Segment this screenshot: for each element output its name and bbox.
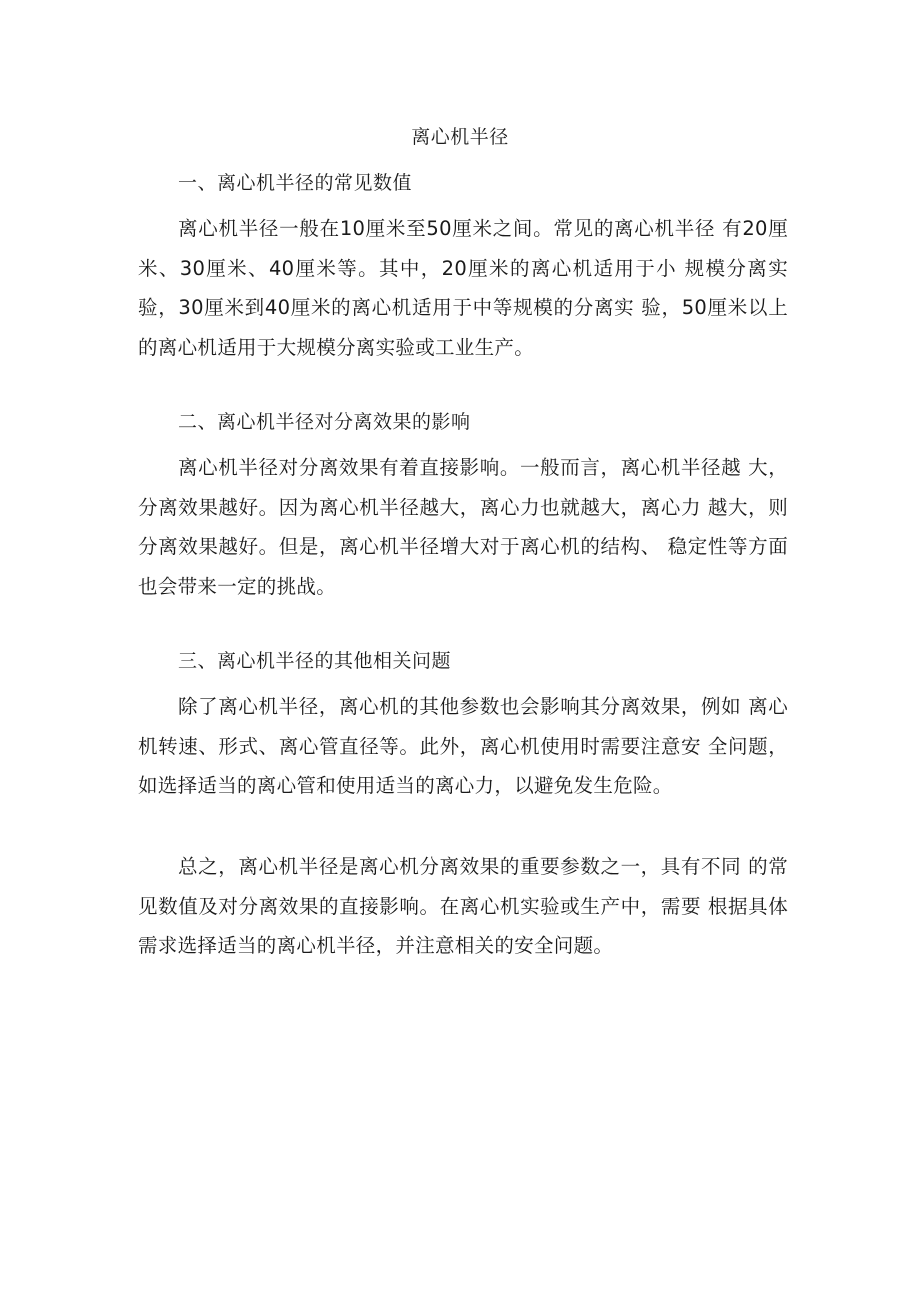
document-title: 离心机半径 [411, 126, 509, 148]
section-heading-separation-effect: 二、离心机半径对分离效果的影响 [178, 411, 471, 433]
section-paragraph-common-values: 离心机半径一般在10厘米至50厘米之间。常见的离心机半径 有20厘米、30厘米、40厘米等。其中，20厘米的离心机适用于小 规模分离实验，30厘米到40厘米的离心机适用于中等规模的分离实 验，50厘米以上的离心机适用于大规模分离实验或工业生产。 [138, 217, 788, 359]
section-paragraph-other-issues: 除了离心机半径，离心机的其他参数也会影响其分离效果，例如 离心机转速、形式、离心管直径等。此外，离心机使用时需要注意安 全问题，如选择适当的离心管和使用适当的离心力，以避免发生危险。 [138, 695, 788, 797]
section-paragraph-separation-effect: 离心机半径对分离效果有着直接影响。一般而言，离心机半径越 大，分离效果越好。因为离心机半径越大，离心力也就越大，离心力 越大，则分离效果越好。但是，离心机半径增大对于离心机的结构、 稳定性等方面也会带来一定的挑战。 [138, 456, 788, 598]
section-heading-common-values: 一、离心机半径的常见数值 [178, 172, 413, 194]
section-heading-other-issues: 三、离心机半径的其他相关问题 [178, 650, 452, 672]
conclusion-paragraph: 总之，离心机半径是离心机分离效果的重要参数之一，具有不同 的常见数值及对分离效果的直接影响。在离心机实验或生产中，需要 根据具体需求选择适当的离心机半径，并注意相关的安全问题。 [138, 855, 788, 957]
